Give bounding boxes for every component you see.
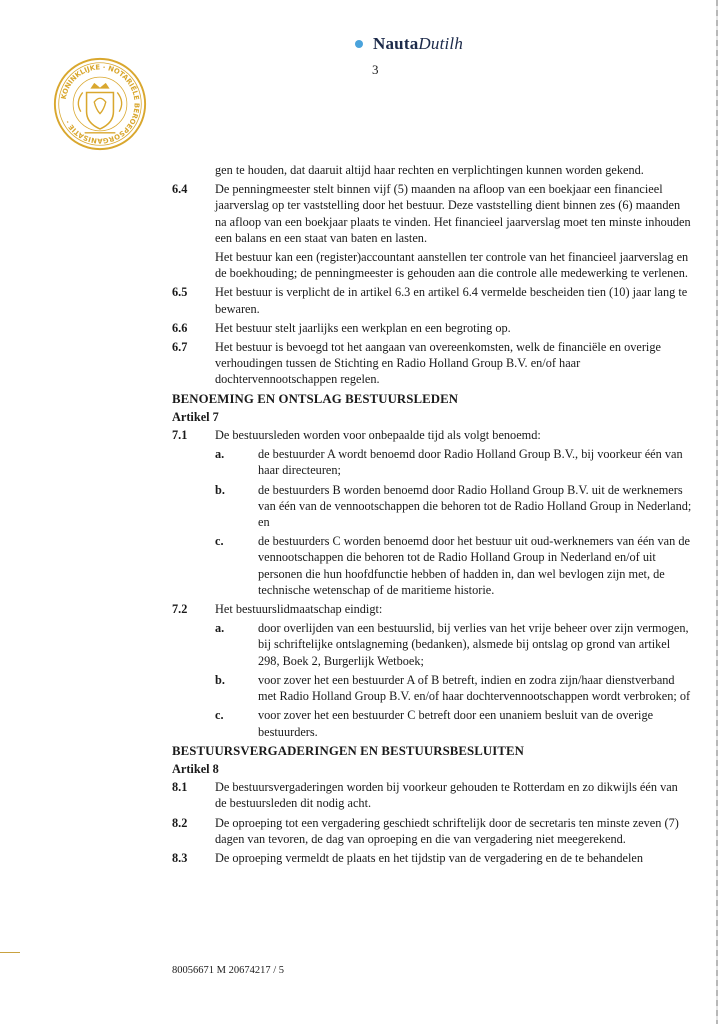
paragraph-lead: gen te houden, dat daaruit altijd haar rechten en verplichtingen kunnen worden gekend. (215, 163, 644, 177)
clause-number: 6.4 (172, 182, 188, 197)
clause-text: Het bestuur is verplicht de in artikel 6.3 en artikel 6.4 vermelde bescheiden tien (10) jaar lang te bewaren. (215, 285, 688, 316)
article-7-title: Artikel 7 (172, 409, 219, 424)
svg-text:KONINKLIJKE · NOTARIËLE BEROEP: KONINKLIJKE · NOTARIËLE BEROEPSORGANISATIE · (59, 63, 141, 145)
clause-number: 8.2 (172, 815, 188, 830)
clause-text: De bestuursleden worden voor onbepaalde tijd als volgt benoemd: (215, 428, 541, 443)
clause-text: Het bestuur stelt jaarlijks een werkplan en een begroting op. (215, 320, 511, 335)
clause-8-1 (172, 779, 692, 811)
clause-number: 6.7 (172, 340, 188, 355)
clause-number: 6.6 (172, 320, 188, 335)
clause-text: De penningmeester stelt binnen vijf (5) maanden na afloop van een boekjaar een financieel jaarverslag op ter vaststelling door het bestuur. Deze vaststelling dient binnen zes (6) maanden na afloop van een boekjaar plaats te vinden. Het financieel jaarverslag moet ten minste inhouden een balans en een staat van baten en lasten. (215, 182, 691, 245)
margin-mark (0, 952, 20, 953)
clause-number: 6.5 (172, 285, 188, 300)
clause-7-1 (172, 427, 692, 443)
clause-6-4 (172, 181, 692, 246)
clause-number: 7.1 (172, 428, 188, 443)
clause-text: De oproeping vermeldt de plaats en het tijdstip van de vergadering en de te behandelen (215, 850, 643, 865)
document-body (172, 162, 692, 869)
scan-edge (716, 0, 718, 1024)
clause-6-7 (172, 339, 692, 388)
clause-text: Het bestuur is bevoegd tot het aangaan van overeenkomsten, welk de financiële en overige verhoudingen tussen de Stichting en Radio Holland Group B.V. en/of haar dochtervennootschappen regelen. (215, 340, 661, 387)
brand-logo (355, 34, 463, 54)
sub-letter: b. (215, 482, 225, 497)
clause-text: Het bestuurslidmaatschap eindigt: (215, 602, 383, 617)
clause-6-4-continued: Het bestuur kan een (register)accountant aanstellen ter controle van het financieel jaarverslag en de boekhouding; de penningmeester is gehouden aan die controle alle medewerking te verlenen. (215, 250, 689, 281)
clause-7-1-c (172, 533, 692, 598)
sub-text: voor zover het een bestuurder C betreft door een unaniem besluit van de overige bestuurders. (258, 708, 654, 739)
notary-seal-icon (52, 56, 148, 152)
sub-text: de bestuurders B worden benoemd door Radio Holland Group B.V. uit de werknemers van één van de vennootschappen die behoren tot de Radio Holland Group in Nederland; en (258, 482, 692, 530)
clause-7-2-b (172, 672, 692, 704)
sub-letter: a. (215, 447, 225, 462)
clause-7-1-b (172, 482, 692, 531)
clause-text: De bestuursvergaderingen worden bij voorkeur gehouden te Rotterdam en zo dikwijls één van de bestuursleden dit nodig acht. (215, 780, 678, 811)
clause-number: 8.3 (172, 850, 188, 865)
sub-text: de bestuurders C worden benoemd door het bestuur uit oud-werknemers van één van de vennootschappen die behoren tot de Radio Holland Group in Nederland en/of uit personen die hun hoofdfunctie hebben of hadden in, dan wel bevlogen zijn met, de technische wetenschap of de maritieme historie. (258, 534, 690, 597)
sub-letter: b. (215, 672, 225, 687)
clause-7-2 (172, 601, 692, 617)
clause-text: De oproeping tot een vergadering geschiedt schriftelijk door de secretaris ten minste zeven (7) dagen van tevoren, de dag van oproeping en die van vergadering niet meegerekend. (215, 815, 679, 846)
clause-7-2-c (172, 707, 692, 739)
clause-8-2 (172, 815, 692, 847)
article-8-title: Artikel 8 (172, 761, 219, 776)
clause-6-5 (172, 284, 692, 316)
sub-letter: c. (215, 534, 224, 549)
clause-number: 8.1 (172, 780, 188, 795)
brand-dot-icon (355, 40, 363, 48)
brand-name-part2: Dutilh (418, 34, 464, 53)
sub-letter: a. (215, 621, 225, 636)
page-number: 3 (372, 62, 379, 77)
clause-8-3 (172, 850, 692, 866)
sub-text: voor zover het een bestuurder A of B betreft, indien en zodra zijn/haar dienstverband met Radio Holland Group B.V. en/of haar dochtervennootschappen wordt verbroken; of (258, 672, 691, 704)
clause-7-2-a (172, 620, 692, 669)
sub-letter: c. (215, 708, 224, 723)
document-reference: 80056671 M 20674217 / 5 (172, 965, 285, 976)
section-heading-vergaderingen: BESTUURSVERGADERINGEN EN BESTUURSBESLUITEN (172, 743, 524, 758)
clause-7-1-a (172, 446, 692, 478)
section-heading-benoeming: BENOEMING EN ONTSLAG BESTUURSLEDEN (172, 391, 459, 406)
brand-name-part1: Nauta (373, 34, 419, 53)
clause-number: 7.2 (172, 602, 188, 617)
clause-6-6 (172, 320, 692, 336)
sub-text: door overlijden van een bestuurslid, bij verlies van het vrije beheer over zijn vermogen, bij schriftelijke ontslagneming (bedanken), alsmede bij ontslag op grond van artikel 298, Boek 2, Burgerlijk Wetboek; (258, 621, 689, 668)
sub-text: de bestuurder A wordt benoemd door Radio Holland Group B.V., bij voorkeur één van haar directeuren; (258, 447, 683, 478)
